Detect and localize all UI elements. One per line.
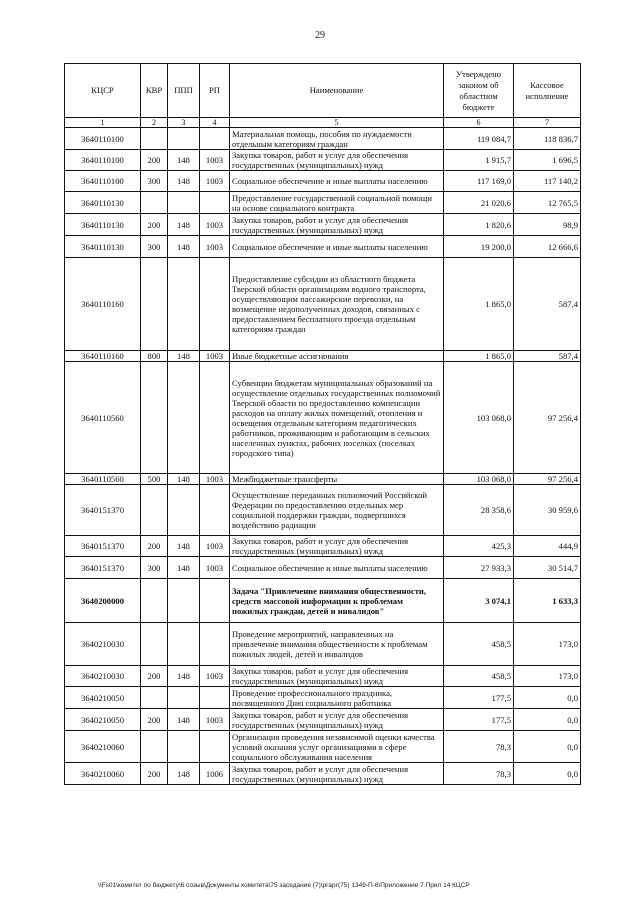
header-executed: Кассовое исполнение	[514, 64, 581, 118]
cell-kvr: 200	[141, 709, 168, 731]
cell-kcsr: 3640110130	[65, 192, 141, 214]
cell-name: Задача "Привлечение внимания общественности, средств массовой информации к проблемам пожилых граждан, детей и инвалидов"	[230, 579, 444, 623]
cell-kcsr: 3640210060	[65, 763, 141, 785]
cell-kvr: 200	[141, 150, 168, 171]
cell-kcsr: 3640151370	[65, 485, 141, 536]
cell-approved: 103 068,0	[444, 474, 514, 485]
table-row	[65, 623, 581, 666]
cell-name: Организация проведения независимой оценки качества условий оказания услуг организациями в сфере социального обслуживания населения	[230, 731, 444, 763]
header-name: Наименование	[230, 64, 444, 118]
table-row	[65, 192, 581, 214]
cell-kvr: 200	[141, 536, 168, 557]
cell-executed: 97 256,4	[514, 362, 581, 474]
cell-name: Социальное обеспечение и иные выплаты населению	[230, 171, 444, 192]
cell-rp: 1006	[200, 763, 230, 785]
cell-approved: 1 865,0	[444, 351, 514, 362]
cell-executed: 1 633,3	[514, 579, 581, 623]
cell-kvr: 200	[141, 666, 168, 687]
cell-kcsr: 3640110100	[65, 171, 141, 192]
cell-executed: 0,0	[514, 687, 581, 709]
cell-executed: 12 666,6	[514, 236, 581, 258]
cell-kvr: 500	[141, 474, 168, 485]
cell-executed: 98,9	[514, 214, 581, 236]
cell-kvr	[141, 623, 168, 666]
cell-rp	[200, 731, 230, 763]
cell-approved: 117 169,0	[444, 171, 514, 192]
cell-name: Межбюджетные трансферты	[230, 474, 444, 485]
cell-kcsr: 3640110160	[65, 258, 141, 351]
table-row	[65, 536, 581, 557]
cell-kcsr: 3640210050	[65, 709, 141, 731]
cell-name: Закупка товаров, работ и услуг для обеспечения государственных (муниципальных) нужд	[230, 150, 444, 171]
cell-executed: 173,0	[514, 623, 581, 666]
cell-approved: 177,5	[444, 709, 514, 731]
cell-ppp: 148	[168, 536, 200, 557]
cell-ppp: 148	[168, 763, 200, 785]
cell-executed: 1 696,5	[514, 150, 581, 171]
cell-kcsr: 3640210060	[65, 731, 141, 763]
header-row	[65, 64, 581, 118]
cell-approved: 1 915,7	[444, 150, 514, 171]
cell-ppp: 148	[168, 236, 200, 258]
cell-ppp	[168, 362, 200, 474]
cell-ppp	[168, 579, 200, 623]
cell-ppp: 148	[168, 150, 200, 171]
cell-kcsr: 3640210030	[65, 666, 141, 687]
cell-name: Предоставление государственной социальной помощи на основе социального контракта	[230, 192, 444, 214]
cell-name: Закупка товаров, работ и услуг для обеспечения государственных (муниципальных) нужд	[230, 214, 444, 236]
cell-kcsr: 3640110160	[65, 351, 141, 362]
header-kvr: КВР	[141, 64, 168, 118]
cell-approved: 1 820,6	[444, 214, 514, 236]
cell-ppp	[168, 192, 200, 214]
table-row	[65, 763, 581, 785]
column-index: 1	[65, 118, 141, 128]
table-row	[65, 128, 581, 150]
header-rp: РП	[200, 64, 230, 118]
cell-kvr	[141, 258, 168, 351]
cell-approved: 78,3	[444, 763, 514, 785]
column-index: 4	[200, 118, 230, 128]
cell-name: Проведение профессионального праздника, посвященного Дню социального работника	[230, 687, 444, 709]
cell-rp: 1003	[200, 557, 230, 579]
cell-kvr	[141, 687, 168, 709]
cell-kvr	[141, 579, 168, 623]
cell-kcsr: 3640110560	[65, 474, 141, 485]
table-row	[65, 557, 581, 579]
cell-rp	[200, 258, 230, 351]
cell-approved: 28 358,6	[444, 485, 514, 536]
cell-kvr: 200	[141, 763, 168, 785]
table-row	[65, 579, 581, 623]
cell-executed: 0,0	[514, 763, 581, 785]
table-row	[65, 236, 581, 258]
cell-approved: 19 200,0	[444, 236, 514, 258]
cell-kvr	[141, 485, 168, 536]
cell-approved: 425,3	[444, 536, 514, 557]
cell-name: Социальное обеспечение и иные выплаты населению	[230, 236, 444, 258]
cell-executed: 0,0	[514, 731, 581, 763]
cell-ppp: 148	[168, 214, 200, 236]
cell-ppp	[168, 731, 200, 763]
cell-kcsr: 3640210050	[65, 687, 141, 709]
cell-ppp: 148	[168, 666, 200, 687]
cell-kcsr: 3640151370	[65, 536, 141, 557]
cell-rp: 1003	[200, 351, 230, 362]
cell-rp	[200, 485, 230, 536]
cell-kcsr: 3640110100	[65, 150, 141, 171]
column-index: 7	[514, 118, 581, 128]
cell-name: Закупка товаров, работ и услуг для обеспечения государственных (муниципальных) нужд	[230, 763, 444, 785]
cell-approved: 177,5	[444, 687, 514, 709]
cell-rp: 1003	[200, 236, 230, 258]
cell-approved: 27 933,3	[444, 557, 514, 579]
cell-approved: 78,3	[444, 731, 514, 763]
table-row	[65, 214, 581, 236]
column-index: 6	[444, 118, 514, 128]
cell-kvr	[141, 128, 168, 150]
cell-rp	[200, 128, 230, 150]
cell-ppp: 148	[168, 474, 200, 485]
cell-ppp: 148	[168, 557, 200, 579]
column-index-row	[65, 118, 581, 128]
cell-executed: 30 514,7	[514, 557, 581, 579]
table-row	[65, 351, 581, 362]
cell-kvr	[141, 731, 168, 763]
cell-kvr	[141, 192, 168, 214]
budget-table	[64, 63, 581, 785]
cell-name: Закупка товаров, работ и услуг для обеспечения государственных (муниципальных) нужд	[230, 709, 444, 731]
cell-executed: 587,4	[514, 351, 581, 362]
cell-rp: 1003	[200, 709, 230, 731]
column-index: 5	[230, 118, 444, 128]
cell-rp: 1003	[200, 474, 230, 485]
cell-approved: 3 074,1	[444, 579, 514, 623]
cell-ppp	[168, 258, 200, 351]
cell-ppp	[168, 485, 200, 536]
cell-ppp	[168, 687, 200, 709]
cell-name: Осуществление переданных полномочий Российской Федерации по предоставлению отдельных мер социальной поддержки граждан, подвергшихся воздействию радиации	[230, 485, 444, 536]
cell-kvr: 200	[141, 214, 168, 236]
cell-rp: 1003	[200, 171, 230, 192]
cell-approved: 1 865,0	[444, 258, 514, 351]
cell-kcsr: 3640110560	[65, 362, 141, 474]
cell-name: Материальная помощь, пособия по нуждаемости отдельным категориям граждан	[230, 128, 444, 150]
cell-rp	[200, 362, 230, 474]
cell-ppp	[168, 623, 200, 666]
cell-executed: 118 836,7	[514, 128, 581, 150]
file-path-footer: \\Fs01\комитет по бюджету\6 созыв\Документы комитета\75 заседание (7)\ргарг(75) 1349-П-6\Приложение 7 Прил 14 КЦСР	[98, 882, 470, 889]
table-row	[65, 171, 581, 192]
cell-executed: 117 140,2	[514, 171, 581, 192]
cell-ppp: 148	[168, 171, 200, 192]
cell-rp: 1003	[200, 666, 230, 687]
cell-name: Проведение мероприятий, направленных на привлечение внимания общественности к проблемам пожилых людей, детей и инвалидов	[230, 623, 444, 666]
table-row	[65, 731, 581, 763]
cell-rp: 1003	[200, 214, 230, 236]
cell-approved: 458,5	[444, 623, 514, 666]
table-row	[65, 709, 581, 731]
cell-rp	[200, 192, 230, 214]
header-ppp: ППП	[168, 64, 200, 118]
cell-ppp: 148	[168, 709, 200, 731]
cell-kvr	[141, 362, 168, 474]
cell-executed: 12 765,5	[514, 192, 581, 214]
table-row	[65, 687, 581, 709]
cell-name: Субвенции бюджетам муниципальных образований на осуществление отдельных государственных полномочий Тверской области по предоставлению компенсации расходов на оплату жилых помещений, отопления и освещения отдельным категориям педагогических работников, проживающим и работающим в сельских населенных пунктах, рабочих поселках (поселках городского типа)	[230, 362, 444, 474]
cell-rp	[200, 579, 230, 623]
cell-executed: 444,9	[514, 536, 581, 557]
cell-name: Предоставление субсидии из областного бюджета Тверской области организациям водного транспорта, осуществляющим пассажирские перевозки, на возмещение недополученных доходов, связанных с предоставлением бесплатного проезда отдельным категориям граждан	[230, 258, 444, 351]
cell-approved: 21 020,6	[444, 192, 514, 214]
cell-approved: 458,5	[444, 666, 514, 687]
cell-executed: 97 256,4	[514, 474, 581, 485]
cell-name: Закупка товаров, работ и услуг для обеспечения государственных (муниципальных) нужд	[230, 536, 444, 557]
cell-kcsr: 3640110100	[65, 128, 141, 150]
column-index: 3	[168, 118, 200, 128]
cell-rp: 1003	[200, 150, 230, 171]
table-row	[65, 150, 581, 171]
cell-name: Социальное обеспечение и иные выплаты населению	[230, 557, 444, 579]
cell-kvr: 300	[141, 171, 168, 192]
cell-executed: 30 959,6	[514, 485, 581, 536]
page-number: 29	[315, 30, 325, 41]
table-row	[65, 485, 581, 536]
cell-executed: 0,0	[514, 709, 581, 731]
table-row	[65, 362, 581, 474]
cell-kvr: 800	[141, 351, 168, 362]
column-index: 2	[141, 118, 168, 128]
cell-name: Иные бюджетные ассигнования	[230, 351, 444, 362]
table-row	[65, 666, 581, 687]
header-approved: Утверждено законом об областном бюджете	[444, 64, 514, 118]
cell-approved: 103 068,0	[444, 362, 514, 474]
cell-kcsr: 3640110130	[65, 214, 141, 236]
cell-name: Закупка товаров, работ и услуг для обеспечения государственных (муниципальных) нужд	[230, 666, 444, 687]
cell-executed: 173,0	[514, 666, 581, 687]
cell-kcsr: 3640110130	[65, 236, 141, 258]
cell-kvr: 300	[141, 557, 168, 579]
header-kcsr: КЦСР	[65, 64, 141, 118]
cell-rp	[200, 687, 230, 709]
cell-ppp	[168, 128, 200, 150]
cell-rp	[200, 623, 230, 666]
cell-kcsr: 3640200000	[65, 579, 141, 623]
cell-kcsr: 3640151370	[65, 557, 141, 579]
cell-approved: 119 084,7	[444, 128, 514, 150]
cell-executed: 587,4	[514, 258, 581, 351]
cell-kcsr: 3640210030	[65, 623, 141, 666]
table-row	[65, 474, 581, 485]
table-row	[65, 258, 581, 351]
cell-ppp: 148	[168, 351, 200, 362]
cell-rp: 1003	[200, 536, 230, 557]
cell-kvr: 300	[141, 236, 168, 258]
